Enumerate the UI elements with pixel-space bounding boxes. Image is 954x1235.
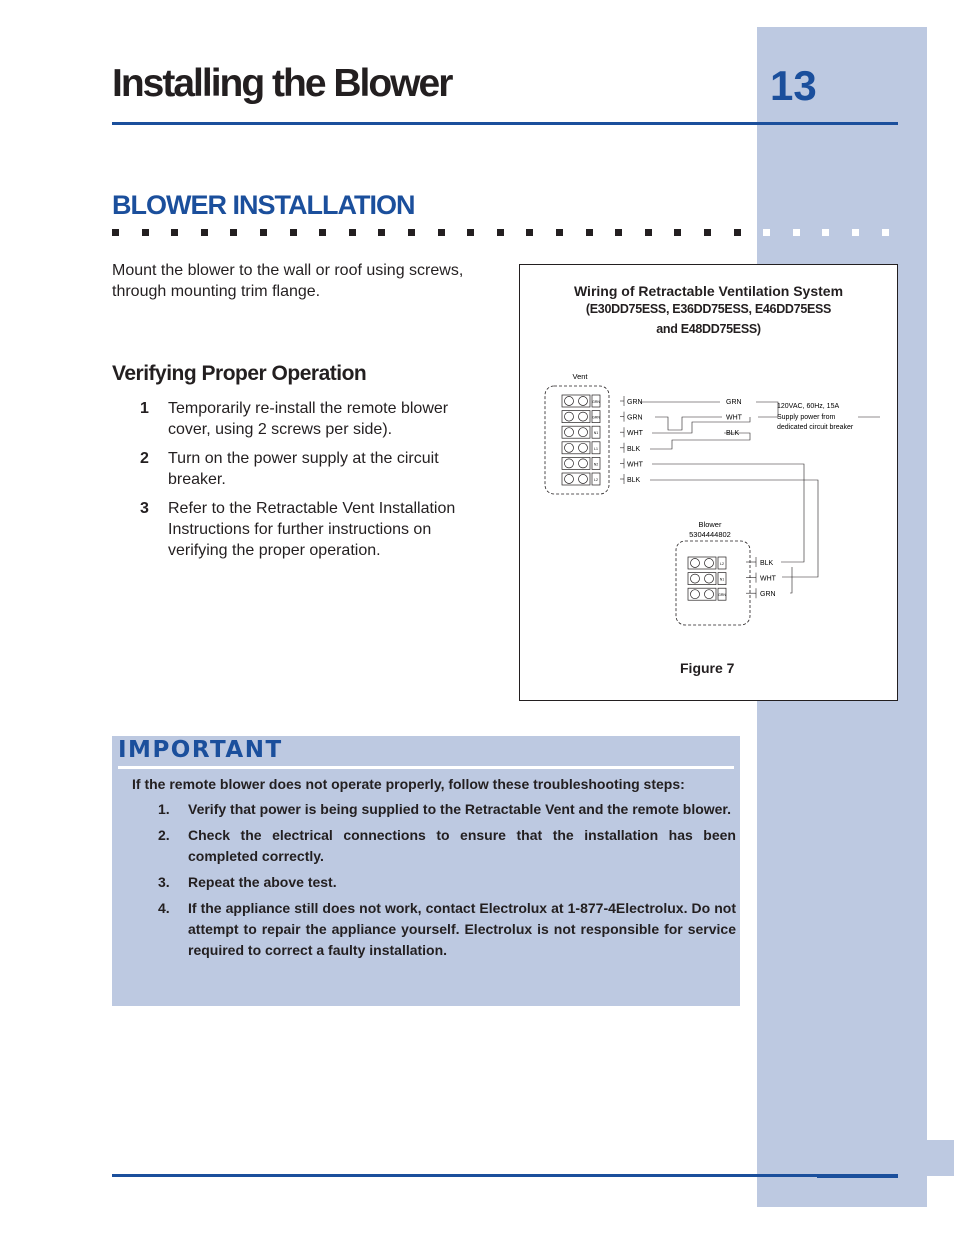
divider-dot (882, 229, 889, 236)
figure-caption: Figure 7 (680, 660, 735, 676)
screw-terminal (691, 574, 700, 583)
vent-wire-label: GRN (627, 399, 643, 406)
screw-terminal (579, 397, 588, 406)
divider-dot (349, 229, 356, 236)
figure-title: Wiring of Retractable Ventilation System (573, 283, 844, 299)
supply-wire-label: WHT (726, 414, 742, 422)
blower-terminal-label: GRN (718, 593, 726, 598)
wiring-figure (519, 264, 898, 701)
screw-terminal (705, 574, 714, 583)
divider-dot (408, 229, 415, 236)
screw-terminal (705, 590, 714, 599)
dotted-divider (112, 229, 902, 239)
list-item (158, 872, 736, 893)
divider-dot (319, 229, 326, 236)
supply-note-2: Supply power from (777, 414, 836, 421)
item-text: If the appliance still does not work, contact Electrolux at 1-877-4Electrolux. Do not attempt to repair the appliance yourself. Electrolux is not responsible for service required to correct a faulty installation. (188, 900, 736, 958)
divider-dot (586, 229, 593, 236)
screw-terminal (579, 412, 588, 421)
blower-wire-label: WHT (760, 575, 776, 583)
divider-dot (645, 229, 652, 236)
vent-terminal-label: L2 (594, 478, 598, 482)
blower-terminal-label: L2 (720, 562, 724, 566)
divider-dot (704, 229, 711, 236)
step-number: 1 (140, 400, 149, 417)
blower-wire-labels (746, 557, 777, 598)
step-number: 2 (140, 450, 149, 467)
divider-dot (438, 229, 445, 236)
supply-note-1: 120VAC, 60Hz, 15A (777, 403, 840, 410)
terminal-cell (562, 457, 590, 469)
divider-dot (112, 229, 119, 236)
divider-dot (526, 229, 533, 236)
supply-note-3: dedicated circuit breaker (777, 424, 854, 431)
wire-grn-blower (790, 567, 792, 593)
screw-terminal (565, 459, 574, 468)
terminal-cell (562, 411, 590, 423)
screw-terminal (579, 443, 588, 452)
divider-dot (142, 229, 149, 236)
item-text: Check the electrical connections to ensure that the installation has been completed correctly. (188, 827, 736, 864)
screw-terminal (705, 559, 714, 568)
divider-dot (852, 229, 859, 236)
vent-terminal-label: N1 (593, 431, 599, 436)
section-title: BLOWER INSTALLATION (112, 190, 415, 220)
important-lead: If the remote blower does not operate properly, follow these troubleshooting steps: (132, 776, 685, 792)
vent-terminal-label: GRN (592, 400, 600, 404)
terminal-cell (562, 395, 590, 407)
terminal-cell (688, 588, 716, 600)
divider-dot (230, 229, 237, 236)
header-rule (112, 122, 898, 125)
list-item (158, 898, 736, 961)
blower-terminal-label: N1 (719, 577, 725, 582)
vent-wire-label: GRN (627, 414, 643, 422)
important-title: IMPORTANT (118, 737, 283, 763)
chapter-number: 13 (770, 62, 817, 109)
wire-supply-bus (756, 402, 778, 417)
terminal-cell (688, 557, 716, 569)
verify-heading: Verifying Proper Operation (112, 362, 367, 385)
list-item (140, 448, 490, 490)
divider-dot (290, 229, 297, 236)
divider-dot (615, 229, 622, 236)
step-text: Turn on the power supply at the circuit breaker. (168, 450, 439, 488)
wire-wht-blower (652, 464, 804, 562)
item-number: 2. (158, 827, 170, 843)
figure-subtitle-2: and E48DD75ESS) (656, 322, 761, 336)
divider-dot (674, 229, 681, 236)
supply-wire-label: GRN (726, 399, 742, 406)
screw-terminal (579, 475, 588, 484)
divider-dot (260, 229, 267, 236)
divider-dot (497, 229, 504, 236)
step-number: 3 (140, 500, 149, 517)
divider-dot (556, 229, 563, 236)
screw-terminal (579, 459, 588, 468)
step-text: Refer to the Retractable Vent Installation Instructions for further instructions on verifying the proper operation. (168, 500, 456, 559)
vent-wire-label: WHT (627, 461, 643, 469)
list-item (140, 498, 490, 561)
screw-terminal (565, 428, 574, 437)
important-rule (118, 766, 734, 769)
item-number: 4. (158, 900, 170, 916)
item-number: 1. (158, 801, 170, 817)
verify-steps (140, 398, 490, 569)
screw-terminal (565, 443, 574, 452)
vent-wire-label: BLK (627, 477, 641, 484)
divider-dot (793, 229, 800, 236)
blower-terminal-block (688, 557, 726, 600)
divider-dot (378, 229, 385, 236)
vent-terminal-label: L1 (594, 446, 598, 451)
divider-dot (201, 229, 208, 236)
item-text: Repeat the above test. (188, 874, 337, 890)
vent-wire-label: BLK (627, 445, 641, 453)
chapter-title: Installing the Blower (112, 62, 452, 105)
screw-terminal (579, 428, 588, 437)
list-item (158, 825, 736, 867)
screw-terminal (565, 412, 574, 421)
list-item (140, 398, 490, 440)
screw-terminal (565, 475, 574, 484)
wire-blk-blower (650, 480, 818, 577)
vent-terminal-label: N2 (593, 462, 599, 467)
page-tab (817, 1140, 954, 1176)
blower-wire-label: BLK (760, 560, 774, 567)
divider-dot (734, 229, 741, 236)
vent-terminal-block (562, 395, 600, 485)
supply-wire-label: BLK (726, 430, 740, 438)
divider-dot (467, 229, 474, 236)
divider-dot (763, 229, 770, 236)
divider-dot (171, 229, 178, 236)
vent-terminal-label: GRN (592, 415, 600, 420)
wire-grn-2 (655, 417, 722, 430)
list-item (158, 799, 736, 820)
intro-text: Mount the blower to the wall or roof using screws, through mounting trim flange. (112, 262, 464, 300)
footer-rule-tail (817, 1177, 898, 1178)
screw-terminal (565, 397, 574, 406)
troubleshooting-list (158, 799, 736, 966)
terminal-cell (562, 473, 590, 485)
terminal-cell (562, 442, 590, 454)
blower-outline (676, 541, 750, 625)
vent-wire-label: WHT (627, 430, 643, 438)
vent-wire-labels (620, 396, 644, 484)
wiring-diagram (520, 265, 897, 700)
figure-subtitle: (E30DD75ESS, E36DD75ESS, E46DD75ESS (585, 302, 832, 316)
vent-label: Vent (572, 372, 588, 381)
step-text: Temporarily re-install the remote blower cover, using 2 screws per side). (168, 400, 449, 438)
item-number: 3. (158, 874, 170, 890)
supply-wire-labels (726, 399, 743, 437)
item-text: Verify that power is being supplied to the Retractable Vent and the remote blower. (188, 801, 731, 817)
important-box (112, 736, 740, 1006)
blower-wire-label: GRN (760, 591, 776, 599)
terminal-cell (688, 573, 716, 585)
blower-label: Blower (698, 520, 722, 529)
terminal-cell (562, 426, 590, 438)
divider-dot (822, 229, 829, 236)
blower-part-number: 5304444802 (689, 530, 731, 539)
screw-terminal (691, 559, 700, 568)
footer-rule (112, 1174, 898, 1177)
screw-terminal (691, 590, 700, 599)
